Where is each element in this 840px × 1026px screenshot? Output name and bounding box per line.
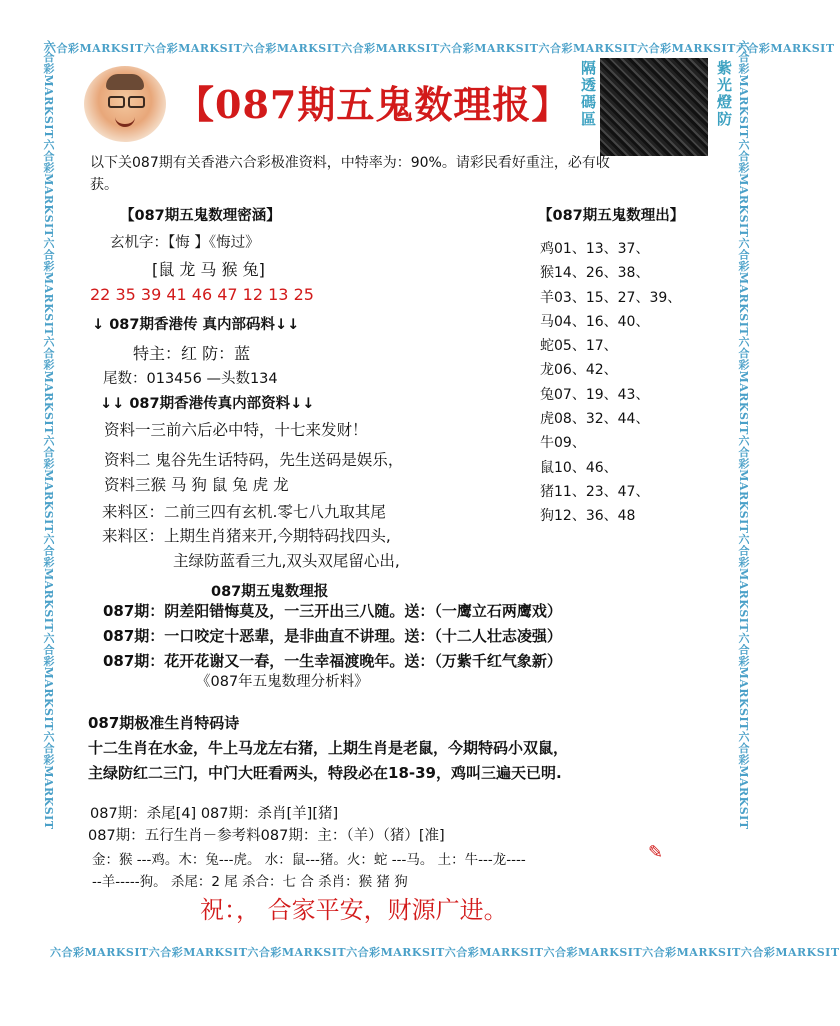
page-title: 【087期五鬼数理报】 <box>176 82 571 127</box>
kill-line-2: 087期：五行生肖－参考料087期：主：（羊）（猪）[准] <box>88 828 445 844</box>
xuanji-line: 玄机字：【悔 】《悔过》 <box>110 235 260 251</box>
stamp-mark-icon: ✎ <box>648 842 664 863</box>
avatar-glasses-right <box>128 96 145 108</box>
list-item: 羊03、15、27、39、 <box>540 289 682 306</box>
avatar-hair <box>106 74 144 90</box>
avatar-portrait <box>84 66 166 142</box>
list-item: 马04、16、40、 <box>540 313 650 330</box>
border-bottom-strip: 六合彩MARKSIT六合彩MARKSIT六合彩MARKSIT六合彩MARKSIT六合彩MARKSIT六合彩MARKSIT六合彩MARKSIT六合彩MARKSIT <box>50 946 840 959</box>
avatar-glasses-left <box>108 96 125 108</box>
intro-line-2: 获。 <box>90 177 118 193</box>
section1-heading: 【087期五鬼数理密涵】 <box>120 208 281 224</box>
side-label-left: 隔透碼區 <box>579 60 597 128</box>
list-item: 蛇05、17、 <box>540 338 618 355</box>
animals-box: [鼠 龙 马 猴 兔] <box>152 260 265 279</box>
kill-line-4: --羊-----狗。 杀尾：2 尾 杀合：七 合 杀肖：猴 猪 狗 <box>92 874 408 890</box>
info-2: 资料二 鬼谷先生话特码，先生送码是娱乐， <box>104 451 404 469</box>
list-item: 猪11、23、47、 <box>540 483 650 500</box>
border-left-text: 六合彩MARKSIT六合彩MARKSIT六合彩MARKSIT六合彩MARKSIT六合彩MARKSIT六合彩MARKSIT六合彩MARKSIT六合彩MARKSIT <box>42 40 55 830</box>
hk-line-2: ↓↓ 087期香港传真内部资料↓↓ <box>100 396 315 412</box>
list-item: 狗12、36、48 <box>540 508 636 525</box>
list-item: 猴14、26、38、 <box>540 265 650 282</box>
poem-line-1: 十二生肖在水金，牛上马龙左右猪，上期生肖是老鼠，今期特码小双鼠， <box>88 739 569 757</box>
intro-line-1: 以下关087期有关香港六合彩极准资料，中特率为：90%。请彩民看好重注，必有收 <box>90 155 610 171</box>
side-label-right: 紫光燈防 <box>715 60 733 128</box>
verse-1: 087期：阴差阳错悔莫及，一三开出三八随。送：（一鹰立石两鹰戏） <box>103 602 562 620</box>
kill-line-1: 087期：杀尾[4] 087期：杀肖[羊][猪] <box>90 806 339 822</box>
border-right-text: 六合彩MARKSIT六合彩MARKSIT六合彩MARKSIT六合彩MARKSIT六合彩MARKSIT六合彩MARKSIT六合彩MARKSIT六合彩MARKSIT <box>737 40 750 830</box>
list-item: 牛09、 <box>540 435 586 452</box>
info-1: 资料一三前六后必中特，十七来发财！ <box>104 421 368 439</box>
analysis-title: 《087年五鬼数理分析料》 <box>196 674 369 690</box>
poem-heading: 087期极准生肖特码诗 <box>88 714 240 732</box>
border-right-strip <box>735 40 751 965</box>
laiyuan-2: 来料区：上期生肖猪来开,今期特码找四头, <box>102 527 391 545</box>
poem-line-2: 主绿防红二三门，中门大旺看两头，特段必在18-39，鸡叫三遍天已明. <box>88 764 562 782</box>
scratch-code-box <box>600 58 708 156</box>
special-line: 特主：红 防：蓝 <box>133 344 251 363</box>
info-3: 资料三猴 马 狗 鼠 兔 虎 龙 <box>104 476 289 494</box>
verse-3: 087期：花开花谢又一春，一生幸福渡晚年。送：（万紫千红气象新） <box>103 652 562 670</box>
list-item: 虎08、32、44、 <box>540 411 650 428</box>
hk-line-1: ↓ 087期香港传 真内部码料↓↓ <box>92 317 300 333</box>
tail-line: 尾数：013456 —头数134 <box>103 371 278 387</box>
kill-line-3: 金：猴 ---鸡。木：兔---虎。 水：鼠---猪。火：蛇 ---马。 土：牛---龙---- <box>92 852 526 868</box>
border-top-strip: 六合彩MARKSIT六合彩MARKSIT六合彩MARKSIT六合彩MARKSIT六合彩MARKSIT六合彩MARKSIT六合彩MARKSIT六合彩MARKSIT <box>45 42 835 55</box>
lucky-numbers: 22 35 39 41 46 47 12 13 25 <box>90 285 314 304</box>
list-item: 兔07、19、43、 <box>540 386 650 403</box>
right-heading: 【087期五鬼数理出】 <box>538 208 685 224</box>
border-left-strip <box>40 40 56 965</box>
verse-2: 087期：一口咬定十恶辈，是非曲直不讲理。送：（十二人壮志凌强） <box>103 627 562 645</box>
list-item: 龙06、42、 <box>540 362 618 379</box>
laiyuan-1: 来料区：二前三四有玄机.零七八九取其尾 <box>102 503 386 521</box>
avatar-mouth <box>115 116 135 127</box>
laiyuan-3: 主绿防蓝看三九,双头双尾留心出, <box>173 552 400 570</box>
list-item: 鼠10、46、 <box>540 459 618 476</box>
section2-heading: 087期五鬼数理报 <box>211 584 329 600</box>
blessing-line: 祝：， 合家平安，财源广进。 <box>200 896 508 924</box>
list-item: 鸡01、13、37、 <box>540 241 650 257</box>
zodiac-number-list <box>540 237 681 529</box>
